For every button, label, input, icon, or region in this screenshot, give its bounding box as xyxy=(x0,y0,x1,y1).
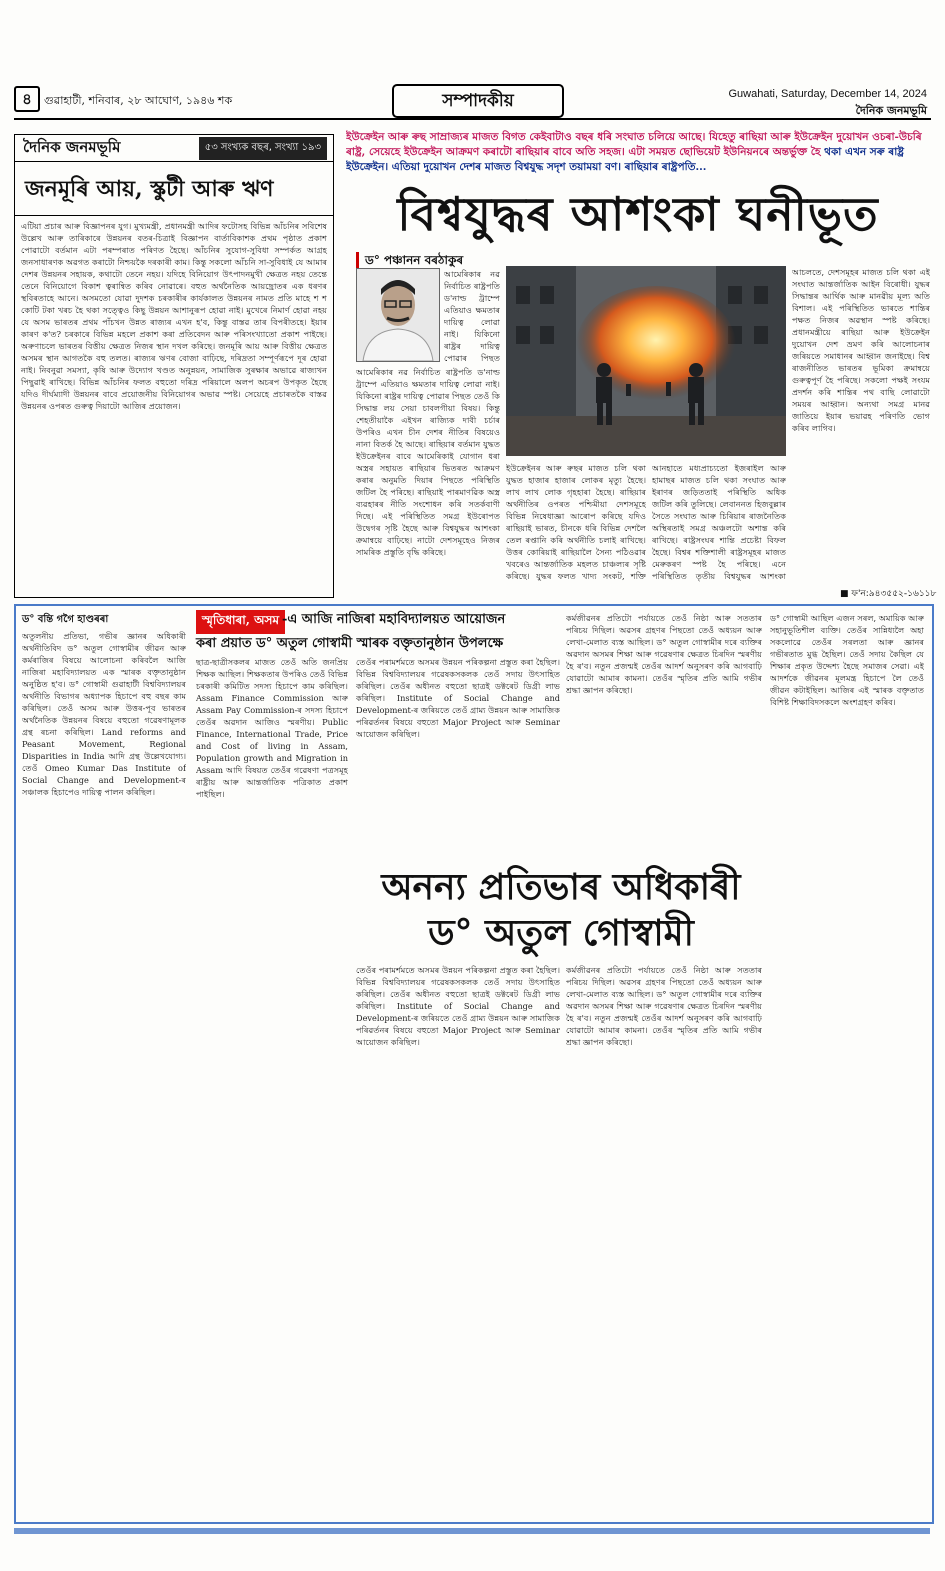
memorial-headline-1: অনন্য প্ৰতিভাৰ অধিকাৰী xyxy=(381,866,741,908)
memorial-col4: কৰ্মজীৱনৰ প্ৰতিটো পৰ্যায়তে তেওঁ নিষ্ঠা আৰু সততাৰ পৰিচয় দিছিল। অৱসৰ গ্ৰহণৰ পিছতো তেওঁ অধ্যয়ন আৰু লেখা-মেলাত ব্যস্ত আছিল। ড° অতুল গোস্বামীৰ দৰে ব্যক্তিৰ অৱদান অসমৰ শিক্ষা আৰু গৱেষণাৰ ক্ষেত্ৰত চিৰদিন স্মৰণীয় হৈ ৰ'ব। নতুন প্ৰজন্মই তেওঁৰ আদৰ্শ অনুসৰণ কৰি আগবাঢ়ি যোৱাটো আমাৰ কামনা। তেওঁৰ স্মৃতিৰ প্ৰতি আমি গভীৰ শ্ৰদ্ধা জ্ঞাপন কৰিছো। xyxy=(566,613,762,695)
lead-col1-top: আমেৰিকাৰ নৱ নিৰ্বাচিত ৰাষ্ট্ৰপতি ড'নাল্ড ট্ৰাম্পে এতিয়াও ক্ষমতাৰ দায়িত্ব লোৱা নাই। যিকিনো ৰাষ্ট্ৰৰ দায়িত্ব পোৱাৰ পিছত xyxy=(444,269,500,363)
masthead xyxy=(15,135,333,162)
masthead-name: দৈনিক জনমভূমি xyxy=(23,137,121,156)
lead-col4: আচলতে, দেশসমূহৰ মাজত চলি থকা এই সংঘাত আন্তৰ্জাতিক আইন বিৰোধী। যুদ্ধৰ সিদ্ধান্তৰ আৰ্থিক আৰু মানৱীয় মূল্য অতি বিশাল। এই পৰিস্থিতিত ভাৰতে শান্তিৰ পক্ষত নিজৰ অৱস্থান স্পষ্ট কৰিছে। প্ৰধানমন্ত্ৰীয়ে ৰাছিয়া আৰু ইউক্ৰেইন দুয়োখন দেশ ভ্ৰমণ কৰি আলোচনাৰ জৰিয়তে সমাধানৰ আহ্বান জনাইছে। বিশ্ব ৰাজনীতিত ভাৰতৰ ভূমিকা ক্ৰমান্বয়ে গুৰুত্বপূৰ্ণ হৈ পৰিছে। সকলো পক্ষই সংযম প্ৰদৰ্শন কৰি শান্তিৰ পথ বাছি লোৱাটো সময়ৰ আহ্বান। অন্যথা সমগ্ৰ মানৱ জাতিয়ে ইয়াৰ ভয়াৱহ পৰিণতি ভোগ কৰিব লাগিব। xyxy=(792,267,930,433)
lead-intro xyxy=(346,130,930,176)
war-photo xyxy=(506,266,786,456)
author-phone: ■ ফ'ন:৯৪৩৫৫২-১৬১১৮ xyxy=(840,589,937,599)
editorial-title: জনমূৰি আয়, স্কুটী আৰু ঋণ xyxy=(15,162,333,216)
memorial-col2: ছাত্ৰ-ছাত্ৰীসকলৰ মাজত তেওঁ অতি জনপ্ৰিয় শিক্ষক আছিল। শিক্ষকতাৰ উপৰিও তেওঁ বিভিন্ন চৰকাৰী কমিটিত সদস্য হিচাপে কাম কৰিছিল। Assam Finance Commission আৰু Assam Pay Commission-ৰ সদস্য হিচাপে তেওঁৰ অৱদান আজিও স্মৰণীয়। Public Finance, International Trade, Price and Cost of living in Assam, Population growth and Migration in Assam আদি বিষয়ত তেওঁৰ গৱেষণা পত্ৰসমূহ ৰাষ্ট্ৰীয় আৰু আন্তৰ্জাতিক পত্ৰিকাত প্ৰকাশ পাইছিল। xyxy=(196,657,348,799)
header-date-assamese: গুৱাহাটী, শনিবাৰ, ২৮ আঘোণ, ১৯৪৬ শক xyxy=(44,94,233,107)
lead-headline: বিশ্বযুদ্ধৰ আশংকা ঘনীভূত xyxy=(397,187,879,241)
lead-intro-a: ইউক্ৰেইন আৰু ৰুছ সাম্ৰাজ্যৰ মাজত বিগত কেইবাটাও বছৰ ধৰি সংঘাত চলিয়ে আছে। যিহেতু ৰাছিয়া আৰু ইউক্ৰেইন দুয়োখন ওচৰা-উচৰি ৰাষ্ট্ৰ, সেয়েহে ইউক্ৰেইন আক্ৰমণ কৰাটো ৰাছিয়াৰ বাবে অতি সহজ। এটা সময়ত ছোভিয়েট ইউনিয়নৰে অন্তৰ্ভুক্ত হৈ xyxy=(346,131,922,158)
memorial-tag: স্মৃতিধাৰা, অসম xyxy=(196,610,285,634)
header-paper-name: দৈনিক জনমভূমি xyxy=(855,104,927,117)
section-title: সম্পাদকীয় xyxy=(392,84,564,118)
lead-intro-b: থকা এখন সৰু ৰাষ্ট্ৰ ইউক্ৰেইন। এতিয়া দুয়োখন দেশৰ মাজত বিশ্বযুদ্ধ সদৃশ তয়াময়া বণ। ৰাছিয়াৰ ৰাষ্ট্ৰপতি... xyxy=(346,146,904,173)
author-photo xyxy=(356,268,440,362)
page-number: ৪ xyxy=(14,86,40,112)
memorial-col3: তেওঁৰ পৰামৰ্শমতে অসমৰ উন্নয়ন পৰিকল্পনা প্ৰস্তুত কৰা হৈছিল। বিভিন্ন বিশ্ববিদ্যালয়ৰ গৱেষকসকলক তেওঁ সদায় উৎসাহিত কৰিছিল। তেওঁৰ অধীনত বহুতো ছাত্ৰই ডক্টৰেট ডিগ্ৰী লাভ কৰিছিল। Institute of Social Change and Development-ৰ জৰিয়তে তেওঁ গ্ৰাম্য উন্নয়ন আৰু সামাজিক পৰিৱৰ্তনৰ বিষয়ে বহুতো Major Project আৰু Seminar আয়োজন কৰিছিল। xyxy=(356,657,560,739)
editorial-body: এটিয়া প্ৰচাৰ আৰু বিজ্ঞাপনৰ যুগ। মুখ্যমন্ত্ৰী, প্ৰধানমন্ত্ৰী আদিৰ ফটোসহ বিভিন্ন আঁচনিৰ সবিশেষ উল্লেখ আৰু তাৰিকাৰে উন্নয়নৰ বতৰ-চিত্ৰাই বিজ্ঞাপন বাৰ্তাবিকাশক প্ৰথম পৃষ্ঠাত প্ৰকাশ পোৱাটো বৰ্তমান এটা পৰম্পৰাত পৰিণত হৈছে। আঁচনিৰ সুযোগ-সুবিধা সম্পৰ্কত আগ্ৰহ জনসাধাৰণক অৱগত কৰাটো নিশ্চয়কৈ দৰকাৰী কাম। কিন্তু সকলো আঁচনি সা-সুবিধাই যে আমাৰ দেশৰ উন্নয়নৰ সহায়ক, কথাটো তেনে নহয়। যদিহে বিনিয়োগ উৎপাদনমুখী ক্ষেত্ৰত নহয় তেন্তে তেনে বিনিয়োগে বিকাশ ত্বৰান্বিত কৰিব নোৱাৰে। বহুত অৰ্থনৈতিক আয়ছ্ৰোতৰ এক ধৰণৰ স্থবিৰতাহে আনে। অসমতো যোৱা দুদশক চৰকাৰীৰ কাৰ্যকালত উন্নয়নৰ নামত প্ৰতি মাহে শ শ কোটি টকা খৰচ হৈ থকা সত্ত্বেও কিছু উন্নয়ন আশানুৰূপ হোৱা নাই। মুখেৰে নিমাৰ্ণ হোৱা নহয় যে অসম ভাৰতৰ প্ৰথম পাঁচখন উন্নত ৰাজ্যৰ এখন হ'ব, কিন্তু বাস্তৱ তাৰ বিপৰীতহে। ইয়াৰ কাৰণ ক'ত? চৰকাৰে বিভিন্ন মহলে প্ৰকাশ কৰা প্ৰতিবেদন আৰু পৰিসংখ্যাতো প্ৰকাশ পাইছে। অৰুণাচলে ভাৰতৰ বিত্তীয় ক্ষেত্ৰত নিজৰ স্থান দখল কৰিছে। জনমূৰি আয় আৰু বিত্তীয় ক্ষেত্ৰত অসমৰ স্থান আগতকৈ বহু তলত। ৰাজ্যৰ ঋণৰ বোজা বাঢ়িছে, দৰিদ্ৰতা সম্পূৰ্ণৰূপে দূৰ হোৱা নাই। নিবনুৱা সমস্যা, কৃষি আৰু উদ্যোগ খণ্ডত অনুন্নয়ন, সামাজিক সুৰক্ষাৰ অভাৱে ৰাজ্যখন পিছুৱাই ৰাখিছে। বিভিন্ন আঁচনিৰ ফলত বহুতো দৰিদ্ৰ পৰিয়ালে অলপ অচৰপ উপকৃত হৈছে যদিও দীৰ্ঘম্যাদী উন্নয়নৰ বাবে প্ৰয়োজনীয় বিনিয়োগৰ অভাৱ স্পষ্ট। সেয়েহে প্ৰচাৰতকৈ বাস্তৱ উন্নয়নৰ ওপৰত গুৰুত্ব দিয়াটো আজিৰ প্ৰয়োজন। xyxy=(21,221,327,411)
header-rule xyxy=(14,118,931,120)
masthead-volume: ৫৩ সংখ্যক বছৰ, সংখ্যা ১৯৩ xyxy=(199,137,327,160)
memorial-col5: ড° গোস্বামী আছিল এজন সৰল, অমায়িক আৰু সহানুভূতিশীল ব্যক্তি। তেওঁৰ সান্নিধ্যলৈ অহা সকলোৱে তেওঁৰ সৰলতা আৰু জ্ঞানৰ গভীৰতাত মুগ্ধ হৈছিল। তেওঁ সদায় কৈছিল যে শিক্ষাৰ প্ৰকৃত উদ্দেশ্য হৈছে সমাজৰ সেৱা। এই আদৰ্শকে জীৱনৰ মূলমন্ত্ৰ হিচাপে লৈ তেওঁ জীৱন কটাইছিল। আজিৰ এই স্মাৰক বক্তৃতাত বিশিষ্ট শিক্ষাবিদসকলে অংশগ্ৰহণ কৰিব। xyxy=(770,613,924,707)
lead-col3: আনহাতে মধ্যপ্ৰাচ্যতো ইজৰাইল আৰু হামাছৰ মাজত চলি থকা সংঘাত আৰু ইৰাণৰ জড়িততাই পৰিস্থিতি অধিক জটিল কৰি তুলিছে। লেবাননত হিজবুল্লাৰ সৈতে সংঘাত আৰু চিৰিয়াৰ ৰাজনৈতিক অস্থিৰতাই সমগ্ৰ অঞ্চলটো অশান্ত কৰি ৰাখিছে। ৰাষ্ট্ৰসংঘৰ শান্তি প্ৰচেষ্টা বিফল হৈছে। বিশ্বৰ শক্তিশালী ৰাষ্ট্ৰসমূহৰ মাজত মেৰুকৰণ স্পষ্ট হৈ পৰিছে। এনে পৰিস্থিতিত তৃতীয় বিশ্বযুদ্ধৰ আশংকা xyxy=(652,463,786,581)
memorial-col1: অতুলনীয় প্ৰতিভা, গভীৰ জ্ঞানৰ অধিকাৰী অৰ্থনীতিবিদ ড° অতুল গোস্বামীৰ জীৱন আৰু কৰ্মৰাজিৰ বিষয়ে আলোচনা কৰিবলৈ আজি নাজিৰা মহাবিদ্যালয়ত এক স্মাৰক বক্তৃতানুষ্ঠান অনুষ্ঠিত হ'ব। ড° গোস্বামী গুৱাহাটী বিশ্ববিদ্যালয়ৰ অৰ্থনীতি বিভাগৰ অধ্যাপক হিচাপে বহু বছৰ কাম কৰিছিল। তেওঁ অসম আৰু উত্তৰ-পূব ভাৰতৰ অৰ্থনৈতিক উন্নয়নৰ বিষয়ে বহুতো গৱেষণামূলক গ্ৰন্থ ৰচনা কৰিছিল। Land reforms and Peasant Movement, Regional Disparities in India আদি গ্ৰন্থ উল্লেখযোগ্য। তেওঁ Omeo Kumar Das Institute of Social Change and Development-ৰ সঞ্চালক হিচাপেও দায়িত্ব পালন কৰিছিল। xyxy=(22,631,186,797)
memorial-headline-2: ড° অতুল গোস্বামী xyxy=(428,912,694,954)
memorial-title-line1: -এ আজি নাজিৰা মহাবিদ্যালয়ত আয়োজন xyxy=(282,612,506,627)
memorial-title-line2: কৰা প্ৰয়াত ড° অতুল গোস্বামী স্মাৰক বক্তৃতানুষ্ঠান উপলক্ষে xyxy=(196,636,504,651)
header-date: Guwahati, Saturday, December 14, 2024 xyxy=(728,88,927,100)
memorial-col3-cont: তেওঁৰ পৰামৰ্শমতে অসমৰ উন্নয়ন পৰিকল্পনা প্ৰস্তুত কৰা হৈছিল। বিভিন্ন বিশ্ববিদ্যালয়ৰ গৱেষকসকলক তেওঁ সদায় উৎসাহিত কৰিছিল। তেওঁৰ অধীনত বহুতো ছাত্ৰই ডক্টৰেট ডিগ্ৰী লাভ কৰিছিল। Institute of Social Change and Development-ৰ জৰিয়তে তেওঁ গ্ৰাম্য উন্নয়ন আৰু সামাজিক পৰিৱৰ্তনৰ বিষয়ে বহুতো Major Project আৰু Seminar আয়োজন কৰিছিল। xyxy=(356,965,560,1047)
footer-rule xyxy=(14,1528,930,1534)
memorial-col4-cont: কৰ্মজীৱনৰ প্ৰতিটো পৰ্যায়তে তেওঁ নিষ্ঠা আৰু সততাৰ পৰিচয় দিছিল। অৱসৰ গ্ৰহণৰ পিছতো তেওঁ অধ্যয়ন আৰু লেখা-মেলাত ব্যস্ত আছিল। ড° অতুল গোস্বামীৰ দৰে ব্যক্তিৰ অৱদান অসমৰ শিক্ষা আৰু গৱেষণাৰ ক্ষেত্ৰত চিৰদিন স্মৰণীয় হৈ ৰ'ব। নতুন প্ৰজন্মই তেওঁৰ আদৰ্শ অনুসৰণ কৰি আগবাঢ়ি যোৱাটো আমাৰ কামনা। তেওঁৰ স্মৃতিৰ প্ৰতি আমি গভীৰ শ্ৰদ্ধা জ্ঞাপন কৰিছো। xyxy=(566,965,762,1047)
memorial-byline: ড° বন্তি গগৈ হাণ্ডৰৰা xyxy=(22,614,109,625)
lead-col2: ইউক্ৰেইনৰ আৰু ৰুছৰ মাজত চলি থকা যুদ্ধত হাজাৰ হাজাৰ লোকৰ মৃত্যু হৈছে। লাখ লাখ লোক গৃহহাৰা হৈছে। ৰাছিয়াৰ অৰ্থনীতিৰ ওপৰত পশ্চিমীয়া দেশসমূহে বিভিন্ন নিষেধাজ্ঞা আৰোপ কৰিছে যদিও ৰাছিয়াই ভাৰত, চীনকে ধৰি বিভিন্ন দেশলৈ তেল ৰপ্তানি কৰি অৰ্থনীতি চলাই ৰাখিছে। উত্তৰ কোৰিয়াই ৰাছিয়ালৈ সৈন্য পঠিওৱাৰ খবৰেও আন্তৰ্জাতিক মহলত চাঞ্চল্যৰ সৃষ্টি কৰিছে। যুদ্ধৰ ফলত খাদ্য সংকট, শক্তি xyxy=(506,463,646,581)
editorial-box xyxy=(14,134,334,598)
lead-col1: আমেৰিকাৰ নৱ নিৰ্বাচিত ৰাষ্ট্ৰপতি ড'নাল্ড ট্ৰাম্পে এতিয়াও ক্ষমতাৰ দায়িত্ব লোৱা নাই। যিকিনো ৰাষ্ট্ৰৰ দায়িত্ব পোৱাৰ পিছত তেওঁ কি সিদ্ধান্ত লয় সেয়া চাবলগীয়া বিষয়। কিন্তু শেহতীয়াকৈ এইখন ৰাজ্যিক দাবী চৰ্চাৰ উপৰিও এখন চীন দেশৰ নীতিৰ বিষয়েও নানা বিতৰ্ক হৈ আছে। ৰাছিয়াৰ বৰ্তমান যুদ্ধত ইউক্ৰেইনৰ বাবে আমেৰিকাই যোগান ধৰা অস্ত্ৰৰ সহায়ত ৰাছিয়াৰ ভিতৰত আক্ৰমণ কৰাৰ অনুমতি দিয়াৰ পিছতে পৰিস্থিতি জটিল হৈ পৰিছে। ৰাছিয়াই পাৰমাণৱিক অস্ত্ৰ ব্যৱহাৰৰ নীতি সংশোধন কৰি সতৰ্কবাণী দিছে। এই পৰিস্থিতিত সমগ্ৰ ইউৰোপত উদ্বেগৰ সৃষ্টি হৈছে আৰু বিশ্বযুদ্ধৰ আশংকা ক্ৰমান্বয়ে বাঢ়িছে। নাটো দেশসমূহেও নিজৰ সামৰিক প্ৰস্তুতি বৃদ্ধি কৰিছে। xyxy=(356,367,500,557)
lead-byline: ড° পঞ্চানন বৰঠাকুৰ xyxy=(356,252,463,272)
